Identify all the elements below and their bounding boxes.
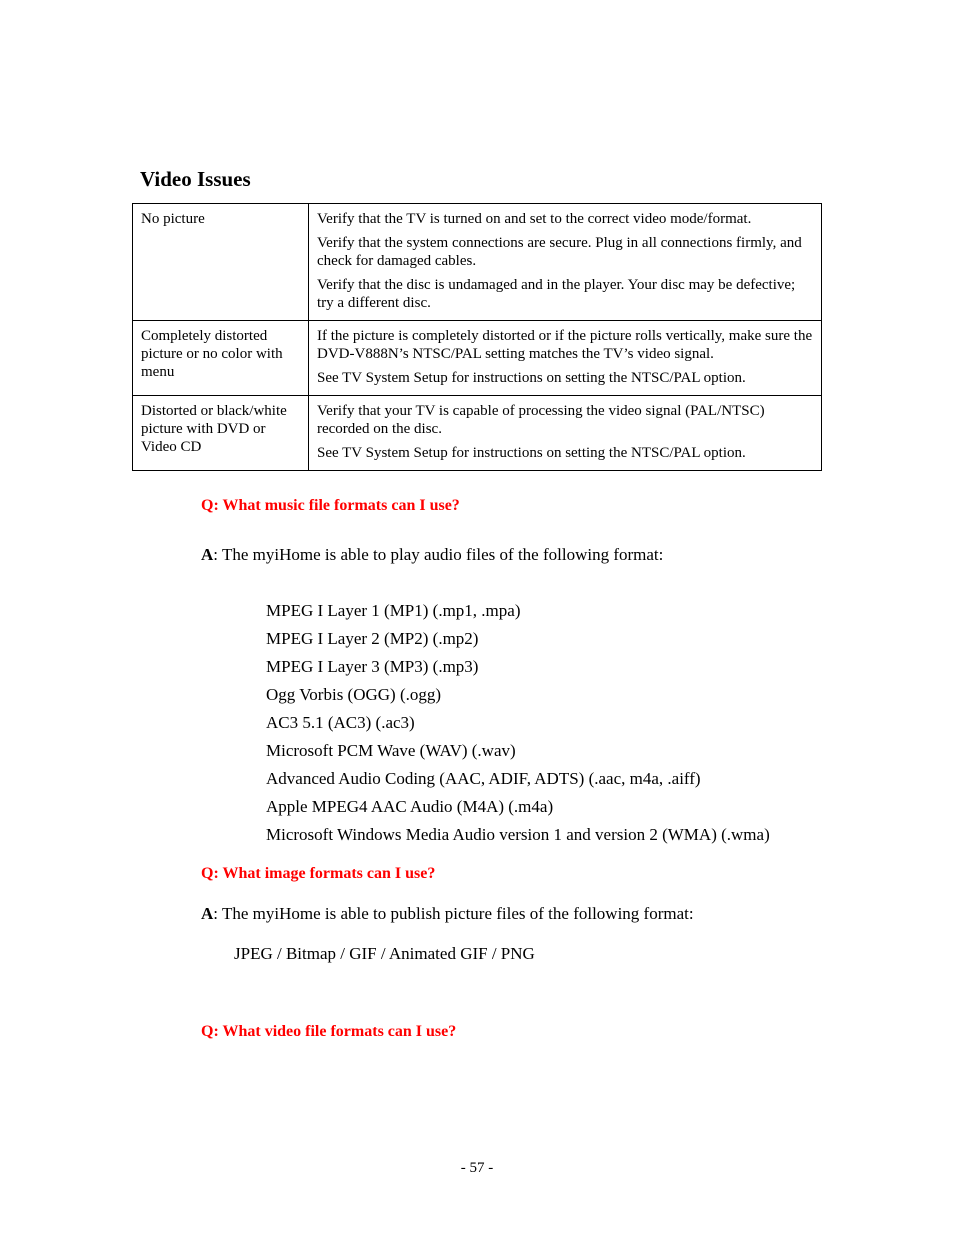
list-item: MPEG I Layer 1 (MP1) (.mp1, .mpa): [266, 601, 521, 620]
list-item: AC3 5.1 (AC3) (.ac3): [266, 713, 415, 732]
solution-cell: [309, 396, 822, 471]
list-item: Apple MPEG4 AAC Audio (M4A) (.m4a): [266, 797, 554, 816]
table-row: [133, 396, 822, 471]
list-item: MPEG I Layer 3 (MP3) (.mp3): [266, 657, 479, 676]
solution-text: Verify that the disc is undamaged and in the player. Your disc may be defective; try a different disc.: [317, 277, 796, 311]
solution-cell: [309, 204, 822, 321]
solution-text: Verify that the system connections are secure. Plug in all connections firmly, and check for damaged cables.: [317, 235, 802, 269]
video-issues-table: [132, 203, 822, 471]
answer-text: : The myiHome is able to publish picture files of the following format:: [213, 904, 694, 923]
image-format-list: JPEG / Bitmap / GIF / Animated GIF / PNG: [234, 944, 535, 963]
table-row: [133, 321, 822, 396]
music-question: Q: What music file formats can I use?: [201, 497, 460, 514]
music-answer: [201, 545, 663, 565]
answer-text: : The myiHome is able to play audio files of the following format:: [213, 545, 664, 564]
list-item: Ogg Vorbis (OGG) (.ogg): [266, 685, 442, 704]
issue-cell: Distorted or black/white picture with DVD or Video CD: [133, 396, 309, 471]
table-row: [133, 204, 822, 321]
solution-text: See TV System Setup for instructions on setting the NTSC/PAL option.: [317, 445, 746, 461]
issue-cell: Completely distorted picture or no color with menu: [133, 321, 309, 396]
solution-text: Verify that your TV is capable of processing the video signal (PAL/NTSC) recorded on the disc.: [317, 403, 765, 437]
solution-text: If the picture is completely distorted or if the picture rolls vertically, make sure the DVD-V888N’s NTSC/PAL setting matches the TV’s video signal.: [317, 328, 813, 362]
answer-prefix: A: [201, 545, 214, 564]
list-item: Microsoft PCM Wave (WAV) (.wav): [266, 741, 516, 760]
answer-prefix: A: [201, 904, 214, 923]
list-item: Microsoft Windows Media Audio version 1 and version 2 (WMA) (.wma): [266, 825, 770, 844]
list-item: MPEG I Layer 2 (MP2) (.mp2): [266, 629, 479, 648]
video-question: Q: What video file formats can I use?: [201, 1023, 457, 1040]
solution-text: See TV System Setup for instructions on setting the NTSC/PAL option.: [317, 370, 746, 386]
section-title: Video Issues: [140, 167, 251, 191]
list-item: Advanced Audio Coding (AAC, ADIF, ADTS) (.aac, m4a, .aiff): [266, 769, 701, 788]
solution-cell: [309, 321, 822, 396]
image-answer: [201, 904, 694, 924]
issue-cell: No picture: [133, 204, 309, 321]
solution-text: Verify that the TV is turned on and set to the correct video mode/format.: [317, 211, 752, 227]
page-number: - 57 -: [460, 1160, 494, 1176]
audio-format-list: [266, 599, 770, 851]
image-question: Q: What image formats can I use?: [201, 865, 436, 882]
